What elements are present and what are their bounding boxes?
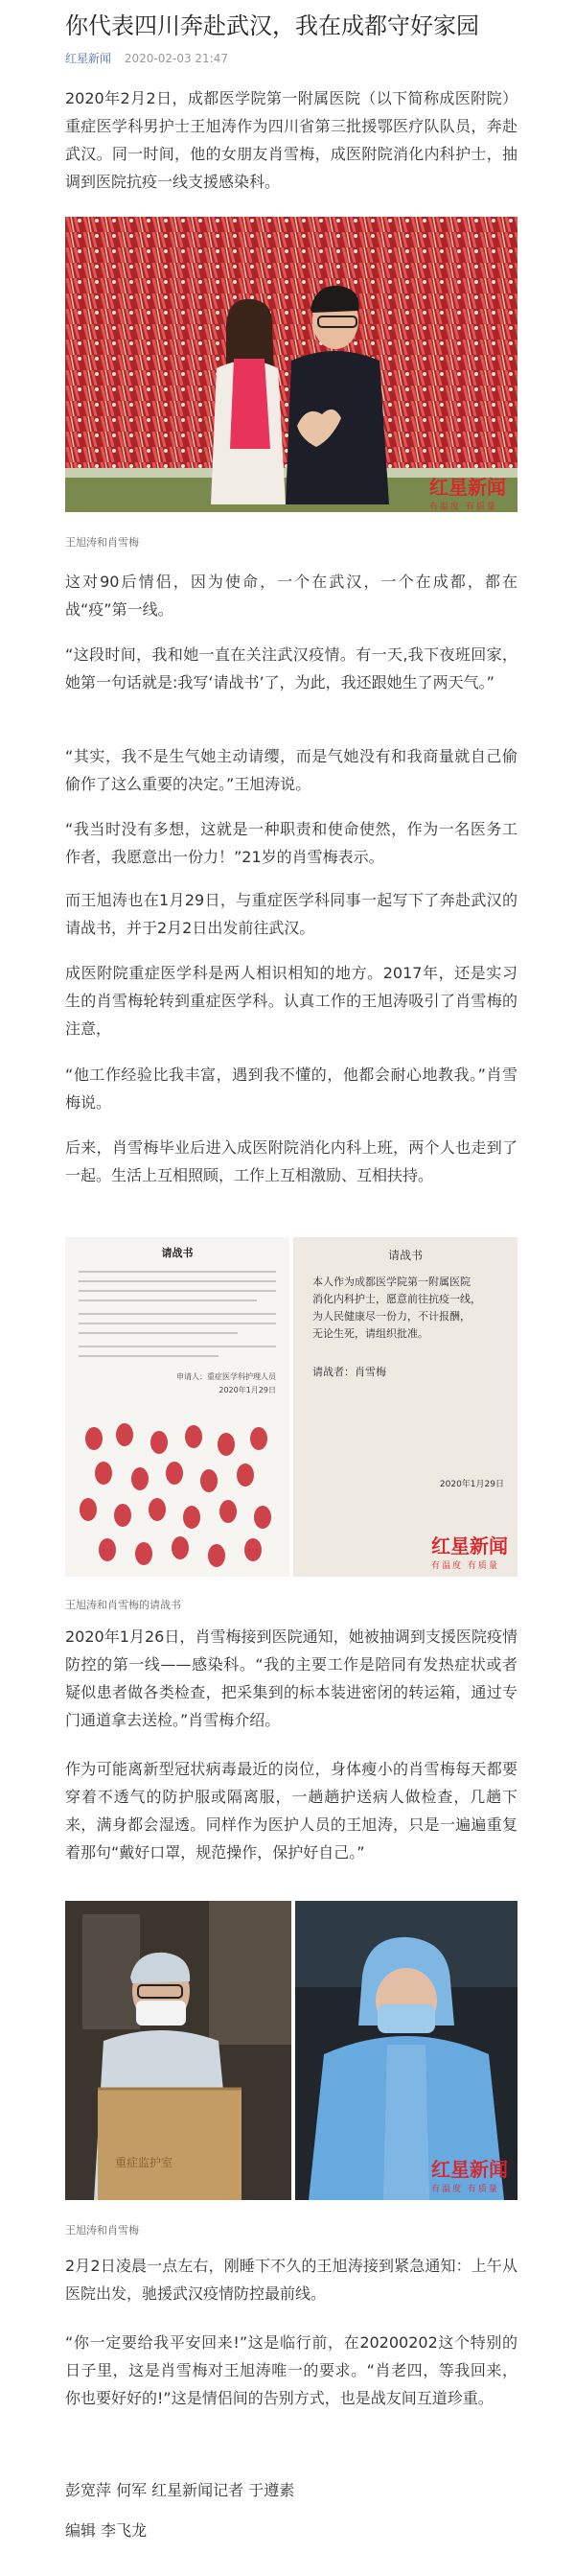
photo-woman-in-gear — [295, 1901, 518, 2200]
paragraph: “你一定要给我平安回来!”这是临行前，在20200202这个特别的日子里，这是肖雪梅对王旭涛唯一的要求。“肖老四，等我回来，你也要好好的!”这是情侣间的告别方式，也是战友间互道珍重。 — [65, 2333, 518, 2407]
paragraph: “他工作经验比我丰富，遇到我不懂的，他都会耐心地教我。”肖雪梅说。 — [65, 1066, 518, 1112]
protective-gear-photo — [65, 1901, 518, 2200]
image-caption: 王旭涛和肖雪梅 — [65, 536, 139, 549]
editor-line: 编辑 李飞龙 — [65, 2521, 148, 2540]
watermark-logo: 红星新闻 有温度 有质量 — [431, 1534, 508, 1571]
article-meta — [65, 50, 228, 66]
couple-photo-image — [65, 217, 518, 512]
petition-letter-date: 2020年1月29日 — [218, 1386, 276, 1394]
author-byline: 彭宽萍 何军 红星新闻记者 于遵素 — [65, 2481, 295, 2499]
paragraph: 2月2日凌晨一点左右，刚睡下不久的王旭涛接到紧急通知：上午从医院出发，驰援武汉疫情防控最前线。 — [65, 2257, 518, 2303]
article-source[interactable]: 红星新闻 — [65, 52, 112, 65]
image-caption: 王旭涛和肖雪梅的请战书 — [65, 1599, 181, 1611]
article-date: 2020-02-03 21:47 — [124, 52, 228, 65]
paragraph: 作为可能离新型冠状病毒最近的岗位，身体瘦小的肖雪梅每天都要穿着不透气的防护服或隔离服，一趟趟护送病人做检查，几趟下来，满身都会湿透。同样作为医护人员的王旭涛，只是一遍遍重复着那句“戴好口罩，规范操作，保护好自己。” — [65, 1760, 518, 1862]
petition-letter-body — [65, 1237, 289, 1577]
photo-man-in-gear — [65, 1901, 291, 2200]
couple-photo — [65, 217, 518, 512]
paragraph: “其实，我不是生气她主动请缨，而是气她没有和我商量就自己偷偷作了这么重要的决定。”王旭涛说。 — [65, 747, 518, 793]
handwritten-body: 本人作为成都医学院第一附属医院 消化内科护士，愿意前往抗疫一线， 为人民健康尽一份力，不计报酬， 无论生死，请组织批准。 请战者：肖雪梅 — [312, 1276, 481, 1378]
petition-letters-photo — [65, 1237, 518, 1577]
watermark-logo: 红星新闻 有温度 有质量 — [429, 476, 506, 512]
paragraph: “这段时间，我和她一直在关注武汉疫情。有一天,我下夜班回家，她第一句话就是:我写‘请战书’了，为此，我还跟她生了两天气。” — [65, 645, 518, 691]
petition-letter-left — [65, 1237, 289, 1577]
article-title: 你代表四川奔赴武汉，我在成都守好家园 — [65, 12, 479, 39]
handwritten-title: 请战书 — [387, 1249, 423, 1262]
watermark-logo: 红星新闻 有温度 有质量 — [431, 2158, 508, 2194]
petition-letter-signer: 申请人：重症医学科护理人员 — [176, 1372, 276, 1381]
man-in-gear-image — [65, 1901, 291, 2200]
paragraph: “我当时没有多想，这就是一种职责和使命使然，作为一名医务工作者，我愿意出一份力！”21岁的肖雪梅表示。 — [65, 820, 518, 866]
paragraph: 2020年2月2日，成都医学院第一附属医院（以下简称成医附院）重症医学科男护士王旭涛作为四川省第三批援鄂医疗队队员，奔赴武汉。同一时间，他的女朋友肖雪梅，成医附院消化内科护士，抽调到医院抗疫一线支援感染科。 — [65, 89, 518, 191]
paragraph: 2020年1月26日，肖雪梅接到医院通知，她被抽调到支援医院疫情防控的第一线——感染科。“我的主要工作是陪同有发热症状或者疑似患者做各类检查，把采集到的标本装进密闭的转运箱，通过专门通道拿去送检。”肖雪梅介绍。 — [65, 1628, 518, 1729]
paragraph: 后来，肖雪梅毕业后进入成医附院消化内科上班，两个人也走到了一起。生活上互相照顾，工作上互相激励、互相扶持。 — [65, 1138, 518, 1184]
image-caption: 王旭涛和肖雪梅 — [65, 2224, 139, 2236]
paragraph: 这对90后情侣，因为使命，一个在武汉，一个在成都，都在战“疫”第一线。 — [65, 573, 518, 619]
box-printed-text: 重症监护室 — [115, 2156, 173, 2169]
handwritten-date: 2020年1月29日 — [439, 1480, 504, 1489]
petition-letter-title: 请战书 — [161, 1247, 194, 1259]
petition-letter-right — [293, 1237, 518, 1577]
paragraph: 成医附院重症医学科是两人相识相知的地方。2017年，还是实习生的肖雪梅轮转到重症医学科。认真工作的王旭涛吸引了肖雪梅的注意， — [65, 964, 518, 1038]
paragraph: 而王旭涛也在1月29日，与重症医学科同事一起写下了奔赴武汉的请战书，并于2月2日出发前往武汉。 — [65, 891, 518, 937]
